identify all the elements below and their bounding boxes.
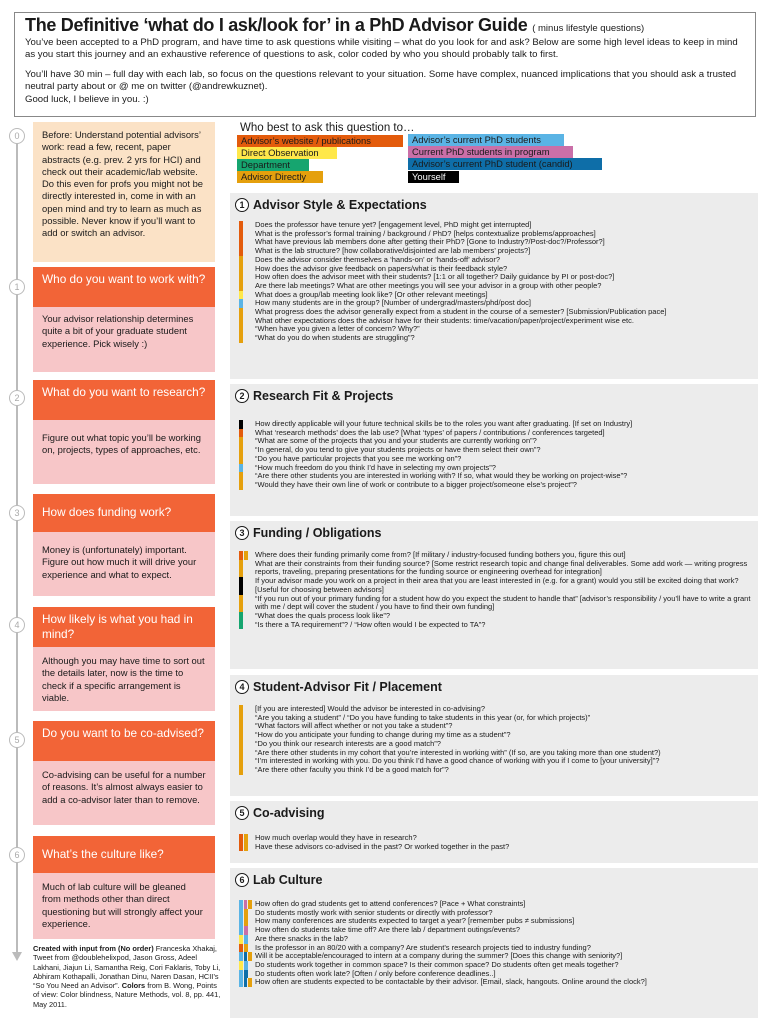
audience-color-bar	[248, 978, 252, 987]
audience-color-bar	[244, 551, 248, 560]
question-text: “How much freedom do you think I’d have in selecting my own projects”?	[255, 462, 496, 472]
audience-color-bars	[239, 472, 253, 481]
audience-color-bars	[239, 560, 253, 577]
question-item	[239, 334, 752, 343]
question-list	[239, 834, 752, 851]
card-heading: How does funding work?	[33, 494, 215, 532]
question-text: “Do you think our research interests are a good match”?	[255, 738, 441, 748]
question-item	[239, 577, 752, 594]
audience-color-bar	[239, 437, 243, 446]
audience-color-bar	[239, 766, 243, 775]
audience-color-bar	[244, 961, 248, 970]
card-heading: What do you want to research?	[33, 380, 215, 420]
audience-color-bars	[239, 714, 253, 723]
audience-color-bar	[244, 970, 248, 979]
audience-color-bar	[239, 926, 243, 935]
question-text: What is the lab structure? [how collaborative/disjointed are lab members’ projects?]	[255, 246, 531, 256]
audience-color-bar	[239, 740, 243, 749]
audience-color-bar	[239, 757, 243, 766]
audience-color-bars	[239, 900, 253, 909]
audience-color-bar	[239, 952, 243, 961]
audience-color-bars	[239, 731, 253, 740]
step-number: 3	[9, 505, 25, 521]
audience-color-bar	[239, 472, 243, 481]
audience-color-bar	[239, 834, 243, 843]
question-item	[239, 843, 752, 852]
audience-color-bar	[239, 560, 243, 577]
audience-color-bar	[239, 221, 243, 230]
legend-item: Advisor’s current PhD students	[408, 134, 564, 146]
audience-color-bars	[239, 926, 253, 935]
credits	[33, 944, 223, 1009]
audience-color-bar	[239, 970, 243, 979]
card-heading: Do you want to be co-advised?	[33, 721, 215, 761]
question-text: “In general, do you tend to give your students projects or have them select their own”?	[255, 445, 541, 455]
section-header	[230, 521, 758, 540]
question-text: “Would they have their own line of work or contribute to a bigger project/someone else’s project”?	[255, 479, 577, 489]
title-suffix: ( minus lifestyle questions)	[532, 23, 645, 34]
audience-color-bar	[244, 952, 248, 961]
guide-header	[14, 12, 756, 117]
audience-color-bar	[239, 325, 243, 334]
section-number: 2	[235, 389, 249, 403]
audience-color-bar	[239, 247, 243, 256]
question-item	[239, 481, 752, 490]
audience-color-bars	[239, 978, 253, 987]
audience-color-bar	[244, 935, 248, 944]
question-text: What is the professor’s formal training / background / PhD? [helps contextualize problems/approaches]	[255, 228, 596, 238]
card-heading: Who do you want to work with?	[33, 267, 215, 307]
audience-color-bars	[239, 238, 253, 247]
audience-color-bar	[239, 308, 243, 317]
intro-paragraph: You’ve been accepted to a PhD program, and have time to ask questions while visiting – what do you look for and ask? Below are some high level ideas to keep in mind as you start this journey and an exhaustive reference of questions to ask, color coded by who you should probably talk to first.	[25, 37, 738, 61]
question-text: “What does the quals process look like”?	[255, 610, 391, 620]
audience-color-bar	[248, 900, 252, 909]
timeline-arrow-icon	[12, 952, 22, 961]
question-text: How many conferences are students expected to target a year? [remember pubs ≠ submissions]	[255, 916, 575, 926]
step-card-culture	[33, 836, 215, 939]
audience-color-bars	[239, 256, 253, 265]
question-section	[230, 521, 758, 669]
question-text: “I’m interested in working with you. Do you think I’d have a good chance of working with you if I come to [your university]”?	[255, 756, 660, 766]
audience-color-bars	[239, 420, 253, 429]
audience-color-bars	[239, 766, 253, 775]
audience-color-bar	[239, 238, 243, 247]
audience-color-bar	[239, 843, 243, 852]
question-section	[230, 801, 758, 863]
question-text: How often do students take time off? Are there lab / department outings/events?	[255, 925, 521, 935]
section-header	[230, 384, 758, 403]
card-body: Although you may have time to sort out the details later, now is the time to check if a specific arrangement is viable.	[33, 647, 215, 711]
audience-color-bars	[239, 551, 253, 560]
question-section	[230, 868, 758, 1018]
step-number: 4	[9, 617, 25, 633]
question-text: How often does the advisor meet with their students? [1:1 or all together? Daily guidance by PI or post-doc?]	[255, 272, 615, 282]
audience-color-bar	[239, 900, 243, 909]
question-text: How often do grad students get to attend conferences? [Pace + What constraints]	[255, 899, 526, 908]
legend-item: Direct Observation	[237, 147, 337, 159]
audience-color-bars	[239, 247, 253, 256]
question-text: What does a group/lab meeting look like? [Or other relevant meetings]	[255, 289, 488, 299]
audience-color-bars	[239, 749, 253, 758]
section-title: Lab Culture	[253, 873, 323, 887]
card-body: Before: Understand potential advisors’ work: read a few, recent, paper abstracts (e.g. prev. 2 yrs for HCI) and check out their academic/lab website. Do this even for profs you might not be directly interested in, come in with an open mind and try to learn as much as possible. Never know if you’ll want to add or switch an advisor.	[33, 122, 215, 262]
audience-color-bar	[239, 577, 243, 594]
audience-color-bars	[239, 265, 253, 274]
audience-color-bar	[239, 334, 243, 343]
question-text: How much overlap would they have in research?	[255, 833, 417, 842]
audience-color-bar	[239, 299, 243, 308]
audience-color-bar	[239, 420, 243, 429]
title-main: The Definitive ‘what do I ask/look for’ in a PhD Advisor Guide	[25, 15, 528, 35]
audience-color-bar	[239, 446, 243, 455]
question-text: Is the professor in an 80/20 with a company? Are student’s research projects tied to industry funding?	[255, 942, 591, 952]
audience-color-bar	[244, 926, 248, 935]
audience-color-bar	[248, 952, 252, 961]
section-header	[230, 868, 758, 887]
question-text: What have previous lab members done after getting their PhD? [Gone to Industry?/Post-doc?/Professor?]	[255, 237, 605, 247]
audience-color-bar	[239, 935, 243, 944]
question-list	[239, 900, 752, 987]
step-card-funding	[33, 494, 215, 596]
question-item	[239, 560, 752, 577]
question-text: How directly applicable will your future technical skills be to the roles you want after graduating. [If set on Industry]	[255, 419, 633, 428]
section-title: Co-advising	[253, 806, 325, 820]
audience-color-bars	[239, 621, 253, 630]
audience-color-bar	[244, 944, 248, 953]
intro-sign-off: Good luck, I believe in you. :)	[25, 93, 149, 105]
question-text: “What do you do when students are struggling”?	[255, 333, 415, 343]
audience-color-bar	[239, 282, 243, 291]
credits-colors-text: from B. Wong, Points of view: Color blindness, Nature Methods, vol. 8, pp. 441, May 2011.	[33, 981, 221, 1009]
step-card-before	[33, 122, 215, 262]
audience-color-bar	[244, 909, 248, 918]
question-item	[239, 978, 752, 987]
audience-color-bars	[239, 834, 253, 843]
intro-paragraph: You’ll have 30 min – full day with each lab, so focus on the questions relevant to your situation. Some have complex, nuanced implications that you should ask a trusted neutral party about or @ me on twitter (@andrewkuznet).	[25, 68, 737, 93]
audience-color-bars	[239, 481, 253, 490]
audience-color-bars	[239, 273, 253, 282]
question-section	[230, 384, 758, 516]
question-text: “What factors will affect whether or not you take a student”?	[255, 721, 453, 731]
question-text: Does the professor have tenure yet? [engagement level, PhD might get interrupted]	[255, 220, 532, 229]
audience-color-bar	[239, 731, 243, 740]
audience-color-bars	[239, 464, 253, 473]
question-text: How often are students expected to be contactable by their advisor. [Email, slack, hangouts. Online around the clock?]	[255, 977, 647, 987]
question-item	[239, 621, 752, 630]
step-number: 1	[9, 279, 25, 295]
audience-color-bar	[239, 749, 243, 758]
audience-color-bar	[239, 256, 243, 265]
audience-color-bars	[239, 961, 253, 970]
audience-color-bars	[239, 722, 253, 731]
section-number: 4	[235, 680, 249, 694]
audience-color-bar	[239, 595, 243, 612]
audience-color-bars	[239, 944, 253, 953]
credits-colors-label: Colors	[121, 981, 146, 991]
question-text: “Are there other students in my cohort that you’re interested in working with” (If so, are you taking more than one student?)	[255, 747, 661, 757]
section-title: Student-Advisor Fit / Placement	[253, 680, 442, 694]
audience-color-bars	[239, 325, 253, 334]
audience-color-bars	[239, 299, 253, 308]
section-title: Advisor Style & Expectations	[253, 198, 427, 212]
audience-color-bars	[239, 757, 253, 766]
section-header	[230, 193, 758, 212]
legend-item: Advisor’s website / publications	[237, 135, 403, 147]
question-item	[239, 766, 752, 775]
audience-color-bars	[239, 595, 253, 612]
audience-color-bar	[239, 621, 243, 630]
timeline-line	[16, 140, 18, 952]
step-card-coadvised	[33, 721, 215, 825]
audience-color-bar	[239, 429, 243, 438]
section-header	[230, 801, 758, 820]
audience-color-bar	[239, 464, 243, 473]
question-section	[230, 675, 758, 796]
card-heading: How likely is what you had in mind?	[33, 607, 215, 647]
step-number: 6	[9, 847, 25, 863]
question-section	[230, 193, 758, 379]
question-text: If your advisor made you work on a project in their area that you are least interested in (e.g. for a grant) would you still be excited doing that work? [Useful for choosing between advisors]	[255, 576, 739, 594]
question-text: What other expectations does the advisor have for their students: time/vacation/paper/project/experiment wise etc.	[255, 315, 634, 325]
audience-color-bar	[239, 551, 243, 560]
question-list	[239, 221, 752, 343]
audience-color-bar	[239, 909, 243, 918]
legend-item: Advisor Directly	[237, 171, 323, 183]
question-text: “How do you anticipate your funding to change during my time as a student”?	[255, 730, 511, 740]
audience-color-bar	[239, 961, 243, 970]
legend-item: Department	[237, 159, 309, 171]
audience-color-bar	[239, 722, 243, 731]
color-legend	[237, 120, 757, 188]
section-header	[230, 675, 758, 694]
audience-color-bar	[239, 978, 243, 987]
question-text: [If you are interested] Would the advisor be interested in co-advising?	[255, 704, 485, 713]
audience-color-bar	[239, 273, 243, 282]
audience-color-bars	[239, 446, 253, 455]
question-text: Have these advisors co-advised in the past? Or worked together in the past?	[255, 841, 510, 851]
question-list	[239, 551, 752, 629]
audience-color-bar	[239, 481, 243, 490]
audience-color-bars	[239, 577, 253, 594]
card-body: Much of lab culture will be gleaned from methods other than direct questioning but will strongly affect your experience.	[33, 873, 215, 939]
card-heading: What’s the culture like?	[33, 836, 215, 873]
question-text: “When have you given a letter of concern? Why?”	[255, 324, 420, 334]
audience-color-bar	[244, 978, 248, 987]
audience-color-bar	[239, 230, 243, 239]
section-number: 3	[235, 526, 249, 540]
guide-title	[25, 15, 747, 36]
audience-color-bars	[239, 705, 253, 714]
question-text: “Do you have particular projects that you see me working on”?	[255, 453, 462, 463]
question-item	[239, 595, 752, 612]
audience-color-bar	[239, 612, 243, 621]
section-number: 1	[235, 198, 249, 212]
legend-item: Yourself	[408, 171, 459, 183]
section-title: Funding / Obligations	[253, 526, 382, 540]
question-text: “Are you taking a student” / “Do you have funding to take students in this year (or, for which projects)”	[255, 712, 591, 722]
question-list	[239, 420, 752, 490]
question-text: Do students mostly work with senior students or directly with professor?	[255, 907, 493, 917]
audience-color-bars	[239, 230, 253, 239]
card-body: Figure out what topic you’ll be working on, projects, types of approaches, etc.	[33, 420, 215, 484]
audience-color-bars	[239, 221, 253, 230]
question-text: What are their constraints from their funding source? [Some restrict research topic and change final deliverables. Some add work — writing progress reports, traveling, preparing presentations for the funding source or engineering overhead for integration]	[255, 558, 748, 577]
audience-color-bars	[239, 317, 253, 326]
credits-title: Created with input from (No order)	[33, 944, 154, 953]
audience-color-bars	[239, 917, 253, 926]
section-title: Research Fit & Projects	[253, 389, 394, 403]
audience-color-bar	[239, 265, 243, 274]
legend-item: Advisor’s current PhD student (candid)	[408, 158, 602, 170]
audience-color-bars	[239, 740, 253, 749]
card-body: Your advisor relationship determines quite a bit of your graduate student experience. Pick wisely :)	[33, 307, 215, 372]
audience-color-bar	[244, 834, 248, 843]
question-text: “Are there other students you are interested in working with? If so, what would they be working on project-wise”?	[255, 471, 628, 481]
audience-color-bars	[239, 935, 253, 944]
question-text: Are there snacks in the lab?	[255, 933, 348, 943]
audience-color-bars	[239, 455, 253, 464]
audience-color-bars	[239, 952, 253, 961]
step-number: 0	[9, 128, 25, 144]
question-text: Do students often work late? [Often / only before conference deadlines..]	[255, 968, 496, 978]
section-number: 5	[235, 806, 249, 820]
audience-color-bar	[239, 917, 243, 926]
question-text: Do students work together in common space? Is their common space? Do students often get meals together?	[255, 959, 619, 969]
step-card-research	[33, 380, 215, 484]
question-text: “Are there other faculty you think I’d be a good match for”?	[255, 764, 449, 774]
credits-text: Franceska Xhakaj, Tweet from @doublehelixpod, Jason Gross, Adeel Lakhani, Jiajun Li, Samantha Reig, Cori Faklaris, Toby Li, Abhiram Kothapalli, Jonathan Dinu, Naren Dasan, HCII’s “So You Need an Advisor”.	[33, 944, 221, 991]
question-text: Are there lab meetings? What are other meetings you will see your advisor in a group with other people?	[255, 280, 602, 290]
audience-color-bar	[239, 944, 243, 953]
step-number: 5	[9, 732, 25, 748]
audience-color-bar	[239, 291, 243, 300]
question-list	[239, 705, 752, 775]
card-body: Co-advising can be useful for a number of reasons. It’s almost always easier to add a co-advisor later than to remove.	[33, 761, 215, 825]
question-text: How does the advisor give feedback on papers/what is their feedback style?	[255, 263, 508, 273]
step-number: 2	[9, 390, 25, 406]
audience-color-bars	[239, 970, 253, 979]
audience-color-bar	[239, 317, 243, 326]
question-text: How many students are in the group? [Number of undergrad/masters/phd/post doc]	[255, 298, 531, 308]
audience-color-bars	[239, 843, 253, 852]
audience-color-bars	[239, 291, 253, 300]
question-text: Will it be acceptable/encouraged to intern at a company during the summer? [Does this change with seniority?]	[255, 951, 623, 961]
legend-title: Who best to ask this question to…	[240, 122, 415, 134]
audience-color-bars	[239, 612, 253, 621]
audience-color-bars	[239, 308, 253, 317]
step-card-who	[33, 267, 215, 372]
audience-color-bars	[239, 437, 253, 446]
question-text: What progress does the advisor generally expect from a student in the course of a semester? [Submission/Publication pace]	[255, 307, 667, 317]
audience-color-bar	[239, 705, 243, 714]
question-text: “What are some of the projects that you and your students are currently working on”?	[255, 436, 537, 446]
audience-color-bars	[239, 909, 253, 918]
question-text: Does the advisor consider themselves a ‘hands-on’ or ‘hands-off’ advisor?	[255, 254, 500, 264]
card-body: Money is (unfortunately) important. Figure out how much it will drive your experience and what to expect.	[33, 532, 215, 596]
audience-color-bars	[239, 334, 253, 343]
audience-color-bar	[244, 843, 248, 852]
question-text: Where does their funding primarily come from? [If military / industry-focused funding bothers you, figure this out]	[255, 550, 626, 559]
audience-color-bar	[239, 455, 243, 464]
question-text: “If you run out of your primary funding for a student how do you expect the student to handle that” [advisor’s responsibility / you’ll have to write a grant with me / dept will cover the student / you have to find their own funding]	[255, 593, 751, 612]
audience-color-bar	[239, 714, 243, 723]
question-text: “Is there a TA requirement”? / “How often would I be expected to TA”?	[255, 619, 486, 629]
question-text: What ‘research methods’ does the lab use? [What ‘types’ of papers / contributions / conferences targeted]	[255, 427, 605, 437]
step-card-likely	[33, 607, 215, 711]
audience-color-bar	[244, 917, 248, 926]
audience-color-bars	[239, 429, 253, 438]
legend-item: Current PhD students in program	[408, 146, 573, 158]
audience-color-bar	[244, 900, 248, 909]
section-number: 6	[235, 873, 249, 887]
audience-color-bars	[239, 282, 253, 291]
